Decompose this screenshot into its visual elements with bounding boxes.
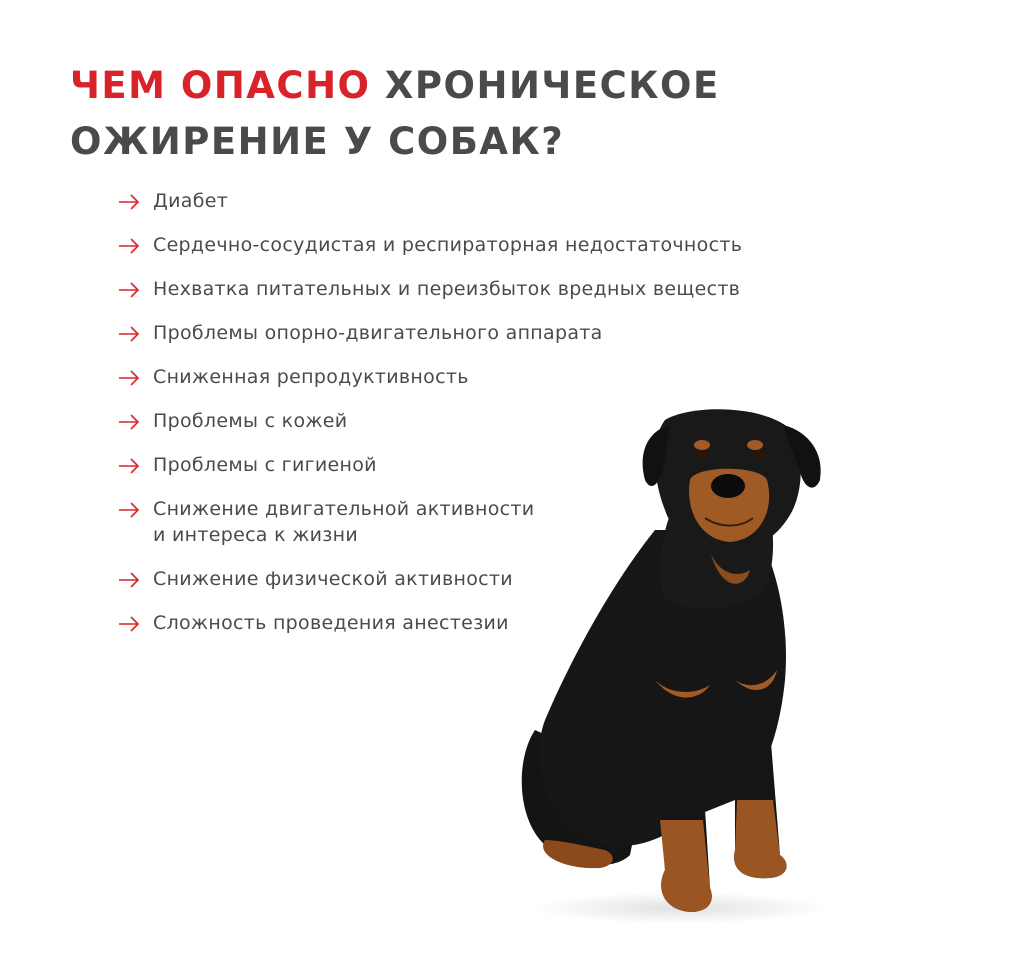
- arrow-right-icon: [118, 326, 140, 342]
- title-line1-rest: ХРОНИЧЕСКОЕ: [384, 64, 720, 107]
- arrow-right-icon: [118, 458, 140, 474]
- list-item-text: Сердечно-сосудистая и респираторная недостаточность: [153, 234, 743, 256]
- arrow-right-icon: [118, 572, 140, 588]
- title-line2: ОЖИРЕНИЕ У СОБАК?: [70, 120, 565, 163]
- list-item-text: Диабет: [153, 190, 229, 212]
- arrow-right-icon: [118, 282, 140, 298]
- title-accent: ЧЕМ ОПАСНО: [70, 64, 371, 107]
- arrow-right-icon: [118, 238, 140, 254]
- dog-photo: [505, 400, 835, 930]
- list-item: [118, 364, 742, 390]
- arrow-right-icon: [118, 616, 140, 632]
- list-item: [118, 188, 742, 214]
- list-item-text: Нехватка питательных и переизбыток вредных веществ: [153, 278, 741, 300]
- list-item-text: Проблемы с гигиеной: [153, 454, 377, 476]
- arrow-right-icon: [118, 414, 140, 430]
- list-item-text: Сниженная репродуктивность: [153, 366, 469, 388]
- list-item-text-line2: и интереса к жизни: [153, 524, 359, 546]
- list-item-text: Проблемы с кожей: [153, 410, 348, 432]
- list-item: [118, 320, 742, 346]
- arrow-right-icon: [118, 370, 140, 386]
- list-item: [118, 276, 742, 302]
- page-title: [70, 58, 720, 170]
- list-item-text: Сложность проведения анестезии: [153, 612, 509, 634]
- arrow-right-icon: [118, 502, 140, 518]
- list-item-text: Снижение физической активности: [153, 568, 513, 590]
- arrow-right-icon: [118, 194, 140, 210]
- list-item: [118, 232, 742, 258]
- list-item-text: Снижение двигательной активности: [153, 498, 535, 520]
- list-item-text: Проблемы опорно-двигательного аппарата: [153, 322, 603, 344]
